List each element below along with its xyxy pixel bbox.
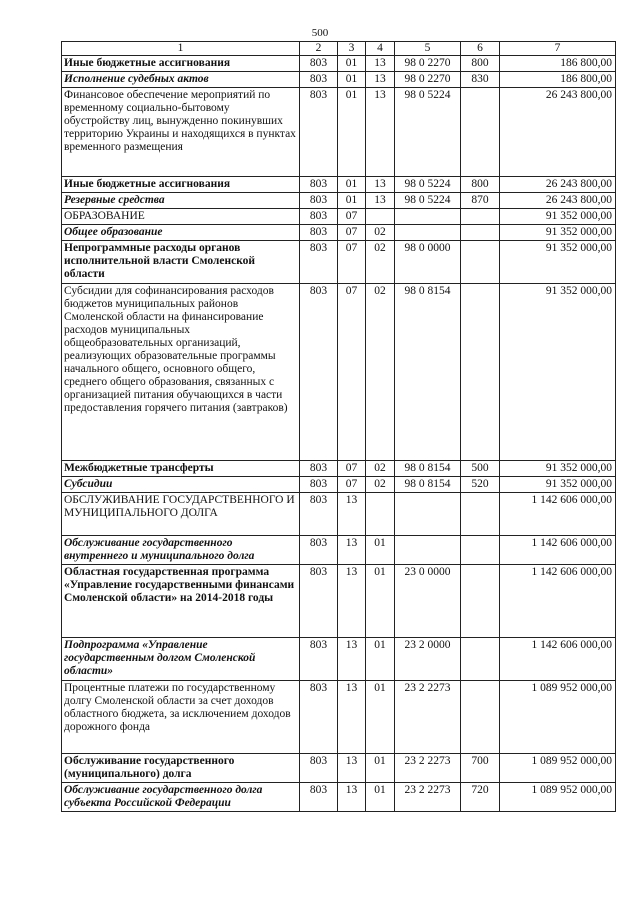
- subsection-code-cell: [366, 209, 395, 225]
- table-row: [62, 783, 616, 812]
- expense-type-cell: 720: [461, 783, 500, 812]
- section-code-cell: 07: [338, 284, 366, 461]
- header-cell: 6: [461, 42, 500, 56]
- table-row: [62, 241, 616, 284]
- expense-type-cell: [461, 241, 500, 284]
- expense-type-cell: 800: [461, 56, 500, 72]
- amount-cell: 91 352 000,00: [500, 461, 616, 477]
- item-name-cell: Обслуживание государственного (муниципального) долга: [62, 754, 300, 783]
- table-row: [62, 209, 616, 225]
- target-article-cell: 98 0 5224: [395, 88, 461, 177]
- item-name-cell: Областная государственная программа «Управление государственными финансами Смоленской области» на 2014-2018 годы: [62, 565, 300, 638]
- subsection-code-cell: 01: [366, 754, 395, 783]
- section-code-cell: 07: [338, 461, 366, 477]
- amount-cell: 26 243 800,00: [500, 193, 616, 209]
- ministry-code-cell: 803: [300, 461, 338, 477]
- item-name-cell: Межбюджетные трансферты: [62, 461, 300, 477]
- header-cell: 7: [500, 42, 616, 56]
- target-article-cell: [395, 536, 461, 565]
- section-code-cell: 01: [338, 177, 366, 193]
- section-code-cell: 01: [338, 88, 366, 177]
- expense-type-cell: 830: [461, 72, 500, 88]
- amount-cell: 1 089 952 000,00: [500, 783, 616, 812]
- section-code-cell: 07: [338, 209, 366, 225]
- target-article-cell: [395, 493, 461, 536]
- amount-cell: 186 800,00: [500, 56, 616, 72]
- amount-cell: 1 142 606 000,00: [500, 638, 616, 681]
- ministry-code-cell: 803: [300, 783, 338, 812]
- table-row: [62, 565, 616, 638]
- subsection-code-cell: 01: [366, 536, 395, 565]
- subsection-code-cell: 02: [366, 225, 395, 241]
- header-cell: 1: [62, 42, 300, 56]
- expense-type-cell: [461, 88, 500, 177]
- target-article-cell: 23 2 0000: [395, 638, 461, 681]
- table-row: [62, 754, 616, 783]
- section-code-cell: 07: [338, 241, 366, 284]
- table-row: [62, 56, 616, 72]
- subsection-code-cell: 01: [366, 638, 395, 681]
- table-row: [62, 284, 616, 461]
- amount-cell: 91 352 000,00: [500, 284, 616, 461]
- target-article-cell: 98 0 0000: [395, 241, 461, 284]
- item-name-cell: Субсидии для софинансирования расходов бюджетов муниципальных районов Смоленской области на финансирование расходов муниципальных общеобразовательных организаций, реализующих образовательные программы начального общего, основного общего, среднего общего образования, связанных с организацией питания обучающихся в части предоставления горячего питания (завтраков): [62, 284, 300, 461]
- budget-table: [61, 41, 616, 812]
- ministry-code-cell: 803: [300, 754, 338, 783]
- table-row: [62, 493, 616, 536]
- subsection-code-cell: 01: [366, 783, 395, 812]
- subsection-code-cell: 02: [366, 477, 395, 493]
- amount-cell: 91 352 000,00: [500, 225, 616, 241]
- item-name-cell: ОБРАЗОВАНИЕ: [62, 209, 300, 225]
- ministry-code-cell: 803: [300, 477, 338, 493]
- amount-cell: 91 352 000,00: [500, 477, 616, 493]
- amount-cell: 26 243 800,00: [500, 177, 616, 193]
- item-name-cell: Финансовое обеспечение мероприятий по временному социально-бытовому обустройству лиц, вынужденно покинувших территорию Украины и находящихся в пунктах временного размещения: [62, 88, 300, 177]
- section-code-cell: 13: [338, 681, 366, 754]
- expense-type-cell: [461, 209, 500, 225]
- expense-type-cell: 800: [461, 177, 500, 193]
- target-article-cell: [395, 209, 461, 225]
- amount-cell: 1 142 606 000,00: [500, 493, 616, 536]
- section-code-cell: 13: [338, 783, 366, 812]
- section-code-cell: 01: [338, 193, 366, 209]
- subsection-code-cell: 13: [366, 88, 395, 177]
- header-row: [62, 42, 616, 56]
- amount-cell: 186 800,00: [500, 72, 616, 88]
- section-code-cell: 13: [338, 493, 366, 536]
- target-article-cell: 23 2 2273: [395, 783, 461, 812]
- item-name-cell: Иные бюджетные ассигнования: [62, 177, 300, 193]
- ministry-code-cell: 803: [300, 493, 338, 536]
- item-name-cell: Подпрограмма «Управление государственным долгом Смоленской области»: [62, 638, 300, 681]
- section-code-cell: 01: [338, 72, 366, 88]
- subsection-code-cell: 13: [366, 56, 395, 72]
- target-article-cell: 98 0 8154: [395, 477, 461, 493]
- section-code-cell: 13: [338, 638, 366, 681]
- header-cell: 2: [300, 42, 338, 56]
- amount-cell: 1 142 606 000,00: [500, 536, 616, 565]
- amount-cell: 91 352 000,00: [500, 209, 616, 225]
- expense-type-cell: 870: [461, 193, 500, 209]
- ministry-code-cell: 803: [300, 536, 338, 565]
- expense-type-cell: [461, 565, 500, 638]
- amount-cell: 1 142 606 000,00: [500, 565, 616, 638]
- target-article-cell: 98 0 5224: [395, 193, 461, 209]
- item-name-cell: Субсидии: [62, 477, 300, 493]
- subsection-code-cell: 01: [366, 565, 395, 638]
- amount-cell: 1 089 952 000,00: [500, 754, 616, 783]
- ministry-code-cell: 803: [300, 56, 338, 72]
- item-name-cell: Резервные средства: [62, 193, 300, 209]
- header-cell: 5: [395, 42, 461, 56]
- table-row: [62, 536, 616, 565]
- expense-type-cell: [461, 225, 500, 241]
- ministry-code-cell: 803: [300, 241, 338, 284]
- table-row: [62, 638, 616, 681]
- target-article-cell: 98 0 8154: [395, 284, 461, 461]
- ministry-code-cell: 803: [300, 177, 338, 193]
- item-name-cell: Непрограммные расходы органов исполнительной власти Смоленской области: [62, 241, 300, 284]
- section-code-cell: 13: [338, 754, 366, 783]
- item-name-cell: ОБСЛУЖИВАНИЕ ГОСУДАРСТВЕННОГО И МУНИЦИПАЛЬНОГО ДОЛГА: [62, 493, 300, 536]
- expense-type-cell: 520: [461, 477, 500, 493]
- subsection-code-cell: 13: [366, 193, 395, 209]
- section-code-cell: 13: [338, 565, 366, 638]
- table-row: [62, 477, 616, 493]
- ministry-code-cell: 803: [300, 88, 338, 177]
- section-code-cell: 07: [338, 477, 366, 493]
- target-article-cell: [395, 225, 461, 241]
- table-row: [62, 177, 616, 193]
- item-name-cell: Общее образование: [62, 225, 300, 241]
- subsection-code-cell: 02: [366, 284, 395, 461]
- subsection-code-cell: 13: [366, 72, 395, 88]
- expense-type-cell: [461, 493, 500, 536]
- header-cell: 4: [366, 42, 395, 56]
- expense-type-cell: [461, 536, 500, 565]
- header-cell: 3: [338, 42, 366, 56]
- target-article-cell: 98 0 5224: [395, 177, 461, 193]
- target-article-cell: 23 0 0000: [395, 565, 461, 638]
- section-code-cell: 07: [338, 225, 366, 241]
- target-article-cell: 23 2 2273: [395, 754, 461, 783]
- table-row: [62, 225, 616, 241]
- target-article-cell: 23 2 2273: [395, 681, 461, 754]
- expense-type-cell: 700: [461, 754, 500, 783]
- item-name-cell: Процентные платежи по государственному долгу Смоленской области за счет доходов областного бюджета, за исключением доходов дорожного фонда: [62, 681, 300, 754]
- subsection-code-cell: 01: [366, 681, 395, 754]
- table-row: [62, 193, 616, 209]
- subsection-code-cell: 02: [366, 461, 395, 477]
- ministry-code-cell: 803: [300, 72, 338, 88]
- ministry-code-cell: 803: [300, 565, 338, 638]
- expense-type-cell: [461, 284, 500, 461]
- ministry-code-cell: 803: [300, 209, 338, 225]
- amount-cell: 91 352 000,00: [500, 241, 616, 284]
- amount-cell: 26 243 800,00: [500, 88, 616, 177]
- expense-type-cell: [461, 681, 500, 754]
- table-row: [62, 88, 616, 177]
- table-row: [62, 681, 616, 754]
- item-name-cell: Обслуживание государственного долга субъекта Российской Федерации: [62, 783, 300, 812]
- target-article-cell: 98 0 8154: [395, 461, 461, 477]
- item-name-cell: Обслуживание государственного внутреннего и муниципального долга: [62, 536, 300, 565]
- subsection-code-cell: 02: [366, 241, 395, 284]
- expense-type-cell: [461, 638, 500, 681]
- table-row: [62, 461, 616, 477]
- table-row: [62, 72, 616, 88]
- item-name-cell: Иные бюджетные ассигнования: [62, 56, 300, 72]
- ministry-code-cell: 803: [300, 193, 338, 209]
- target-article-cell: 98 0 2270: [395, 72, 461, 88]
- amount-cell: 1 089 952 000,00: [500, 681, 616, 754]
- subsection-code-cell: [366, 493, 395, 536]
- page-number: 500: [311, 27, 329, 39]
- section-code-cell: 13: [338, 536, 366, 565]
- ministry-code-cell: 803: [300, 681, 338, 754]
- expense-type-cell: 500: [461, 461, 500, 477]
- target-article-cell: 98 0 2270: [395, 56, 461, 72]
- ministry-code-cell: 803: [300, 225, 338, 241]
- ministry-code-cell: 803: [300, 638, 338, 681]
- subsection-code-cell: 13: [366, 177, 395, 193]
- item-name-cell: Исполнение судебных актов: [62, 72, 300, 88]
- ministry-code-cell: 803: [300, 284, 338, 461]
- section-code-cell: 01: [338, 56, 366, 72]
